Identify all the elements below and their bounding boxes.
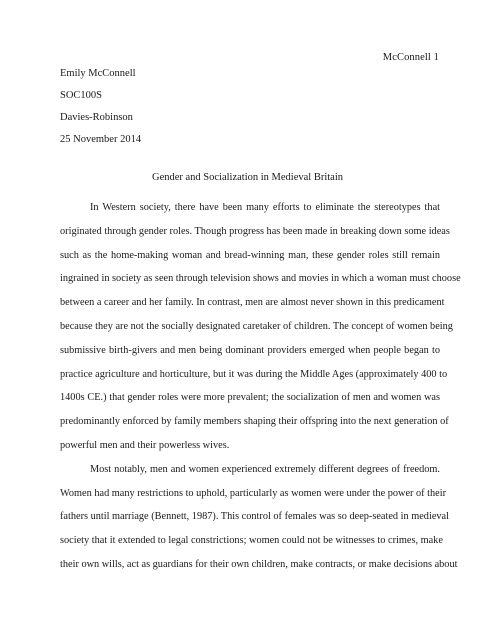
essay-title: Gender and Socialization in Medieval Britain [152,172,343,183]
running-head-page-number: McConnell 1 [382,52,439,63]
paragraph-2 [60,458,458,577]
paragraph-1 [60,196,461,458]
author-name: Emily McConnell [60,68,136,79]
paragraph-line: ingrained in society as seen through television shows and movies in which a woman must choose [60,273,461,285]
mla-heading [60,68,141,156]
paragraph-line: powerful men and their powerless wives. [60,439,230,451]
paragraph-line: originated through gender roles. Though progress has been made in breaking down some ideas [60,225,450,237]
instructor-name: Davies-Robinson [60,112,133,123]
essay-body [60,196,461,577]
paragraph-line: between a career and her family. In contrast, men are almost never shown in this predicament [60,297,445,309]
submission-date: 25 November 2014 [60,134,142,145]
paragraph-line: Women had many restrictions to uphold, particularly as women were under the power of their [60,487,447,499]
paragraph-line: their own wills, act as guardians for their own children, make contracts, or make decisions about [60,558,458,570]
paragraph-line: In Western society, there have been many efforts to eliminate the stereotypes that [90,202,440,213]
paragraph-line: because they are not the socially designated caretaker of children. The concept of women being [60,320,453,332]
paragraph-line: fathers until marriage (Bennett, 1987). This control of females was so deep-seated in medieval [60,511,449,523]
paragraph-line: submissive birth-givers and men being dominant providers emerged when people began to [60,344,440,356]
paragraph-line: 1400s CE.) that gender roles were more prevalent; the socialization of men and women was [60,392,440,404]
paragraph-line: predominantly enforced by family members shaping their offspring into the next generation of [60,416,449,428]
paragraph-line: Most notably, men and women experienced extremely different degrees of freedom. [90,463,440,475]
paragraph-line: such as the home-making woman and bread-winning man, these gender roles still remain [60,249,440,261]
paragraph-line: society that it extended to legal constrictions; women could not be witnesses to crimes, make [60,535,443,547]
paragraph-line: practice agriculture and horticulture, but it was during the Middle Ages (approximately 400 to [60,368,448,380]
course-code: SOC100S [60,90,103,101]
